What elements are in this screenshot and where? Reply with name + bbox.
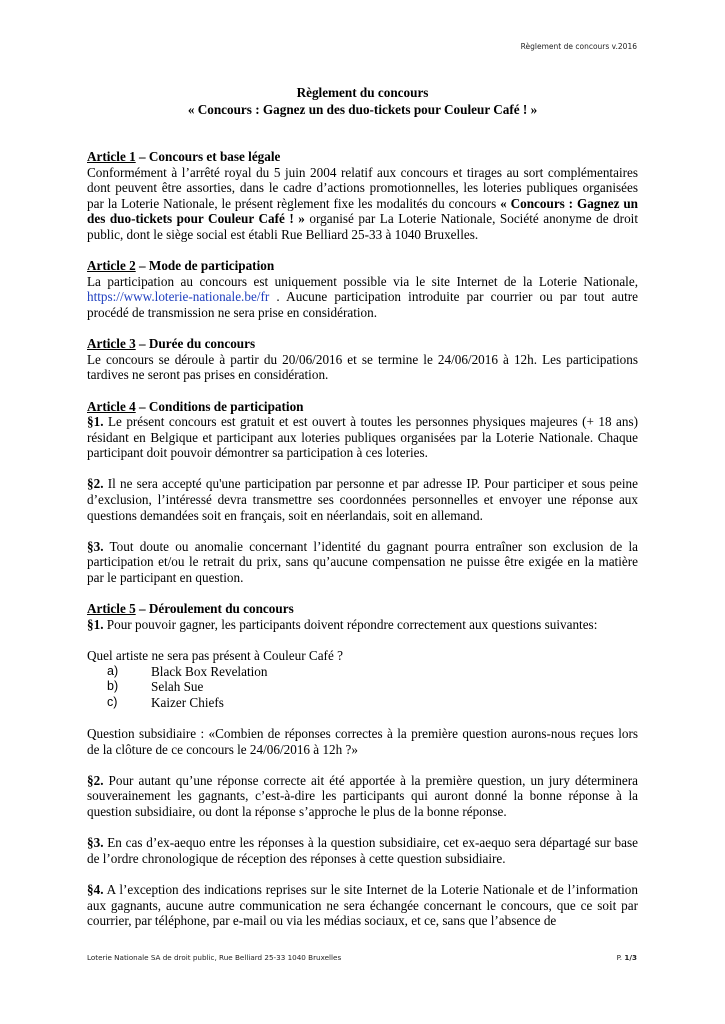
article-1-number: Article 1 xyxy=(87,149,136,164)
answer-option-b xyxy=(107,679,638,695)
option-text: Black Box Revelation xyxy=(151,663,268,679)
paragraph-label: §3. xyxy=(87,538,104,554)
article-4-title: – Conditions de participation xyxy=(135,398,304,414)
option-letter: a) xyxy=(107,663,119,678)
article-3-heading xyxy=(87,336,638,352)
article-5-heading xyxy=(87,601,638,617)
lottery-website-link[interactable]: https://www.loterie-nationale.be/fr xyxy=(87,289,270,305)
paragraph-label: §4. xyxy=(87,881,104,897)
option-text: Selah Sue xyxy=(151,679,204,695)
document-title xyxy=(87,85,638,118)
article-1-title: – Concours et base légale xyxy=(135,149,281,164)
article-5-paragraph-1 xyxy=(87,617,638,633)
article-5-paragraph-4 xyxy=(87,882,638,929)
article-4-paragraph-3 xyxy=(87,539,638,586)
title-line-1: Règlement du concours xyxy=(296,85,429,100)
option-text: Kaizer Chiefs xyxy=(151,694,224,710)
paragraph-label: §2. xyxy=(87,772,104,788)
contest-question: Quel artiste ne sera pas présent à Couleur Café ? xyxy=(87,648,343,663)
article-4-paragraph-1 xyxy=(87,414,638,461)
title-line-2: « Concours : Gagnez un des duo-tickets pour Couleur Café ! » xyxy=(187,101,538,117)
article-1-text xyxy=(87,165,638,243)
article-5-number: Article 5 xyxy=(87,601,136,617)
answer-option-c xyxy=(107,695,638,711)
document-body xyxy=(87,149,638,929)
paragraph-text: A l’exception des indications reprises sur le site Internet de la Loterie Nationale et de l’information aux gagnants, aucune autre communication ne sera échangée concernant le concours, que ce soit par courrier, par téléphone, par e-mail ou via les médias sociaux, et ce, sans que l’absence de xyxy=(87,881,638,929)
paragraph-text: Il ne sera accepté qu'une participation par personne et par adresse IP. Pour participer et sous peine d’exclusion, l’intéressé devra transmettre ses coordonnées personnelles et envoyer une réponse aux questions demandées soit en français, soit en néerlandais, soit en allemand. xyxy=(87,476,638,523)
article-1-contest-name: « Concours : Gagnez un des duo-tickets pour Couleur Café ! » xyxy=(87,195,638,227)
page-number-value: 1/3 xyxy=(624,953,637,962)
footer-address: Loterie Nationale SA de droit public, Rue Belliard 25-33 1040 Bruxelles xyxy=(87,953,342,962)
article-2-title: – Mode de participation xyxy=(135,258,275,274)
article-4-paragraph-2 xyxy=(87,476,638,523)
paragraph-text: Pour pouvoir gagner, les participants doivent répondre correctement aux questions suivantes: xyxy=(103,616,598,632)
article-4-number: Article 4 xyxy=(87,398,136,414)
article-2-text-b: . Aucune participation introduite par courrier ou par tout autre procédé de transmission ne sera prise en considération. xyxy=(87,289,638,320)
article-2-text xyxy=(87,274,638,321)
paragraph-text: En cas d’ex-aequo entre les réponses à la question subsidiaire, cet ex-aequo sera départagé sur base de l’ordre chronologique de réception des réponses à cette question subsidiaire. xyxy=(87,835,638,866)
paragraph-text: Le présent concours est gratuit et est ouvert à toutes les personnes physiques majeures (+ 18 ans) résidant en Belgique et participant aux loteries publiques organisées par la Loterie Nationale. Chaque participant doit pouvoir démontrer sa participation à ces loteries. xyxy=(87,414,638,461)
paragraph-label: §2. xyxy=(87,476,104,492)
article-3-number: Article 3 xyxy=(87,336,136,352)
article-4-heading xyxy=(87,399,638,415)
article-3-title: – Durée du concours xyxy=(135,336,256,352)
page-number-prefix: P. xyxy=(616,953,625,962)
subsidiary-question: Question subsidiaire : «Combien de réponses correctes à la première question aurons-nous reçues lors de la clôture de ce concours le 24/06/2016 à 12h ?» xyxy=(87,725,638,757)
option-letter: b) xyxy=(107,679,119,694)
paragraph-text: Tout doute ou anomalie concernant l’identité du gagnant pourra entraîner son exclusion de la participation et/ou le retrait du prix, sans qu’aucune compensation ne puisse être exigée en la matière par le participant en question. xyxy=(87,538,638,586)
article-2-text-a: La participation au concours est uniquement possible via le site Internet de la Loterie Nationale, xyxy=(87,273,638,289)
article-5-title: – Déroulement du concours xyxy=(135,601,294,617)
page-number xyxy=(617,953,637,962)
document-version-header: Règlement de concours v.2016 xyxy=(520,42,637,51)
answer-option-a xyxy=(107,664,638,680)
paragraph-label: §3. xyxy=(87,835,104,851)
article-2-number: Article 2 xyxy=(87,258,136,274)
article-1-heading xyxy=(87,149,638,165)
paragraph-label: §1. xyxy=(87,414,104,430)
article-3-text: Le concours se déroule à partir du 20/06/2016 et se termine le 24/06/2016 à 12h. Les participations tardives ne seront pas prises en considération. xyxy=(87,351,638,383)
article-5-paragraph-2 xyxy=(87,773,638,820)
paragraph-text: Pour autant qu’une réponse correcte ait été apportée à la première question, un jury déterminera souverainement les gagnants, c’est-à-dire les participants qui auront donné la bonne réponse à la question subsidiaire, ou dont la réponse s’approche le plus de la bonne réponse. xyxy=(87,772,638,819)
paragraph-label: §1. xyxy=(87,616,104,632)
article-2-heading xyxy=(87,258,638,274)
article-1-text-b: organisé par La Loterie Nationale, Société anonyme de droit public, dont le siège social est établi Rue Belliard 25-33 à 1040 Bruxelles. xyxy=(87,211,638,242)
article-5-paragraph-3 xyxy=(87,835,638,866)
option-letter: c) xyxy=(107,694,118,709)
article-1-text-a: Conformément à l’arrêté royal du 5 juin 2004 relatif aux concours et tirages au sort complémentaires dont peuvent être assorties, dans le cadre d’actions promotionnelles, les loteries publiques organisées par la Loterie Nationale, le présent règlement fixe les modalités du concours xyxy=(87,164,638,211)
